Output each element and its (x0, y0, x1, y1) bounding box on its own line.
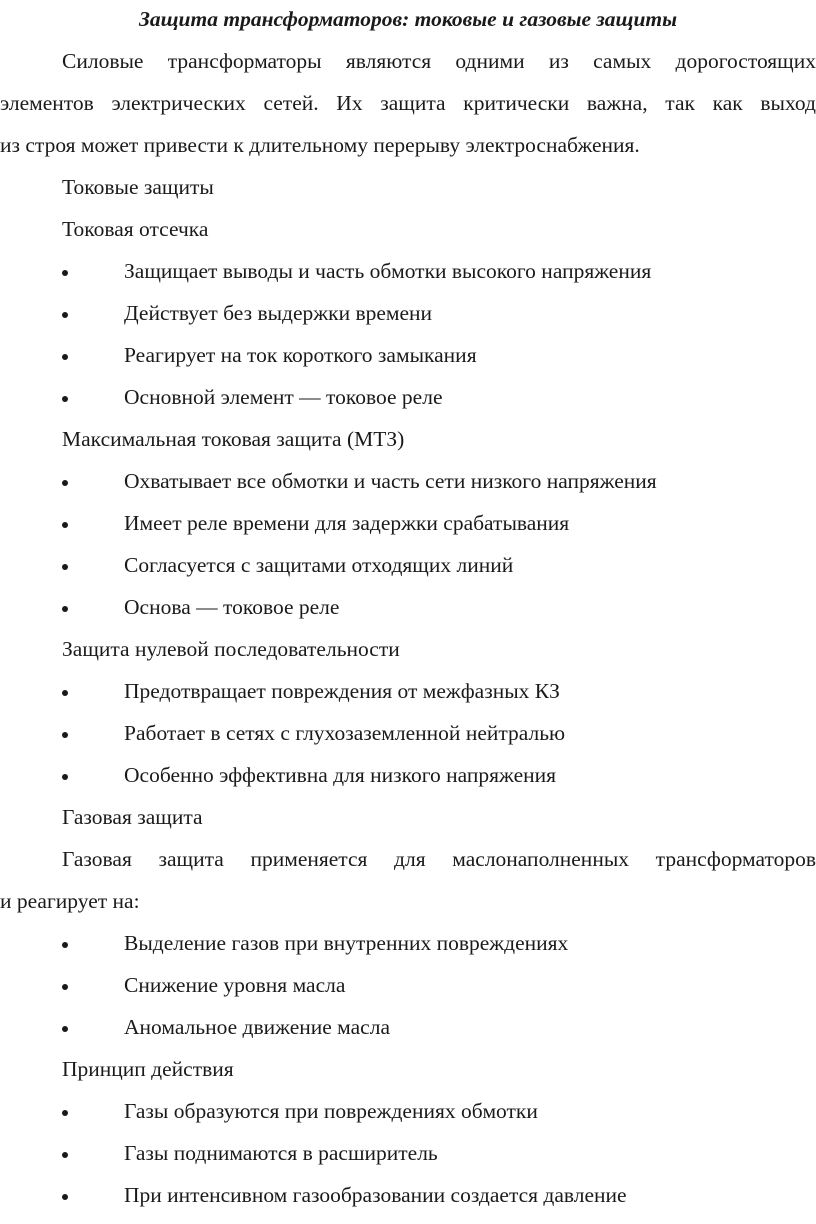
bullet-icon (62, 312, 68, 318)
bullet-icon (62, 354, 68, 360)
list-item: Газы образуются при повреждениях обмотки (0, 1096, 816, 1138)
subheading-cutoff: Токовая отсечка (62, 217, 209, 241)
bullet-icon (62, 480, 68, 486)
section-heading-current: Токовые защиты (62, 175, 214, 199)
section-heading-gas: Газовая защита (62, 805, 203, 829)
gas-paragraph-line-2: и реагирует на: (0, 889, 140, 913)
intro-line-1: Силовые трансформаторы являются одними из самых дорогостоящих (62, 49, 816, 73)
subheading-zero-sequence: Защита нулевой последовательности (62, 637, 400, 661)
list-item: Выделение газов при внутренних повреждениях (0, 928, 816, 970)
subheading-principle: Принцип действия (62, 1057, 234, 1081)
list-item: Особенно эффективна для низкого напряжения (0, 760, 816, 802)
list-item: Основа — токовое реле (0, 592, 816, 634)
list-item: Предотвращает повреждения от межфазных КЗ (0, 676, 816, 718)
bullet-icon (62, 1152, 68, 1158)
list-item: Действует без выдержки времени (0, 298, 816, 340)
bullet-icon (62, 774, 68, 780)
bullet-icon (62, 270, 68, 276)
list-item: Снижение уровня масла (0, 970, 816, 1012)
bullet-icon (62, 690, 68, 696)
bullet-icon (62, 732, 68, 738)
gas-paragraph-line-1: Газовая защита применяется для маслонаполненных трансформаторов (62, 847, 816, 871)
list-item: Охватывает все обмотки и часть сети низкого напряжения (0, 466, 816, 508)
intro-line-2: элементов электрических сетей. Их защита критически важна, так как выход (0, 91, 816, 115)
list-item: Защищает выводы и часть обмотки высокого напряжения (0, 256, 816, 298)
bullet-icon (62, 564, 68, 570)
list-item: Согласуется с защитами отходящих линий (0, 550, 816, 592)
bullet-icon (62, 522, 68, 528)
intro-line-3: из строя может привести к длительному перерыву электроснабжения. (0, 133, 640, 157)
list-item: Основной элемент — токовое реле (0, 382, 816, 424)
list-item: При интенсивном газообразовании создается давление (0, 1180, 816, 1222)
bullet-icon (62, 942, 68, 948)
list-item: Газы поднимаются в расширитель (0, 1138, 816, 1180)
subheading-mtz: Максимальная токовая защита (МТЗ) (62, 427, 405, 451)
bullet-icon (62, 1194, 68, 1200)
list-item: Реагирует на ток короткого замыкания (0, 340, 816, 382)
list-item: Аномальное движение масла (0, 1012, 816, 1054)
bullet-icon (62, 606, 68, 612)
bullet-icon (62, 1110, 68, 1116)
bullet-icon (62, 396, 68, 402)
bullet-icon (62, 984, 68, 990)
list-item: Работает в сетях с глухозаземленной нейтралью (0, 718, 816, 760)
list-item: Имеет реле времени для задержки срабатывания (0, 508, 816, 550)
document-title: Защита трансформаторов: токовые и газовые защиты (138, 7, 678, 31)
bullet-icon (62, 1026, 68, 1032)
